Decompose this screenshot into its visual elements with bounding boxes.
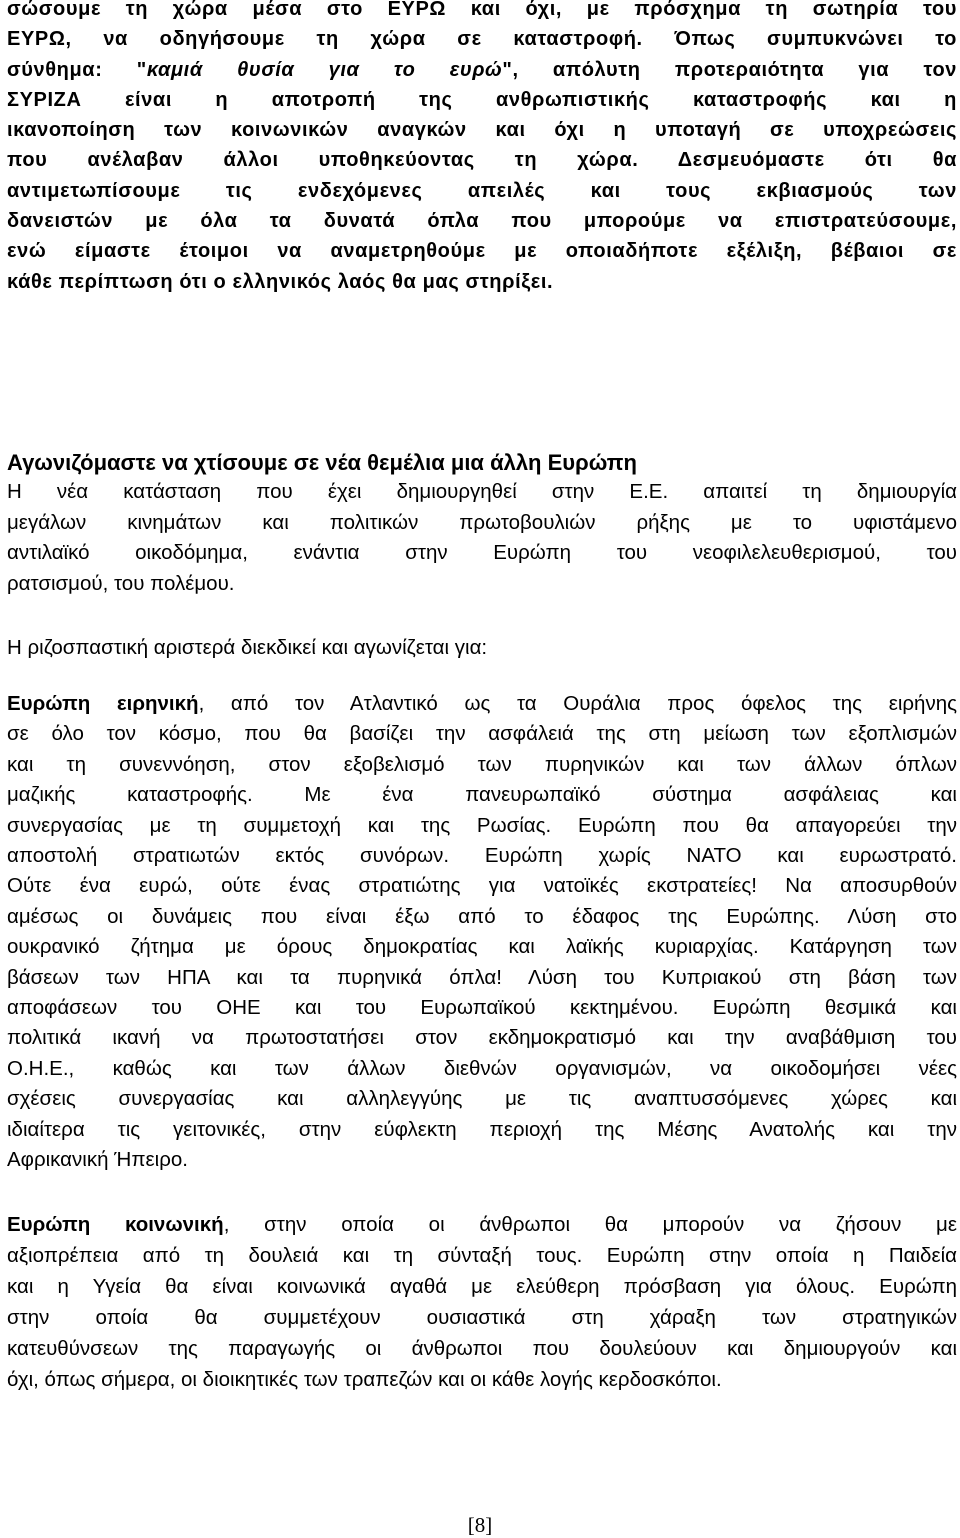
text-line: αμέσως οι δυνάμεις που είναι έξω από το έδαφος της Ευρώπης. Λύση στο — [7, 904, 957, 928]
bold-lead: Ευρώπη κοινωνική — [7, 1213, 224, 1236]
paragraph-left-intro: Η ριζοσπαστική αριστερά διεκδικεί και αγωνίζεται για: — [7, 636, 488, 659]
text-line-lead — [7, 1209, 957, 1240]
paragraph-situation — [7, 477, 957, 599]
section-heading: Αγωνιζόμαστε να χτίσουμε σε νέα θεμέλια μια άλλη Ευρώπη — [7, 450, 637, 475]
paragraph-peaceful-europe — [7, 689, 957, 1176]
page-number: [8] — [467, 1513, 493, 1537]
text-line: ενώ είμαστε έτοιμοι να αναμετρηθούμε με οποιαδήποτε εξέλιξη, βέβαιοι σε — [7, 240, 957, 263]
text-line: μεγάλων κινημάτων και πολιτικών πρωτοβουλιών ρήξης με το υφιστάμενο — [7, 510, 957, 534]
slogan-text: καμιά θυσία για το ευρώ — [146, 58, 503, 81]
text-line: δανειστών με όλα τα δυνατά όπλα που μπορούμε να επιστρατεύσουμε, — [7, 210, 957, 233]
text-line-lead — [7, 689, 957, 719]
text-line: και τη συνεννόηση, στον εξοβελισμό των πυρηνικών και των άλλων όπλων — [7, 752, 957, 776]
lead-rest: , από τον Ατλαντικό ως τα Ουράλια προς όφελος της ειρήνης — [198, 692, 957, 715]
paragraph-euro-stance — [7, 0, 957, 297]
text-line: Ούτε ένα ευρώ, ούτε ένας στρατιώτης για νατοϊκές εκστρατείες! Να αποσυρθούν — [7, 874, 957, 898]
text-line: ικανοποίηση των κοινωνικών αναγκών και όχι η υποταγή σε υποχρεώσεις — [7, 119, 957, 142]
text-line: πολιτικά ικανή να πρωτοστατήσει στον εκδημοκρατισμό και την αναβάθμιση του — [7, 1026, 957, 1050]
text-line: κάθε περίπτωση ότι ο ελληνικός λαός θα μας στηρίξει. — [7, 270, 554, 293]
text-line: ΕΥΡΩ, να οδηγήσουμε τη χώρα σε καταστροφή. Όπως συμπυκνώνει το — [7, 28, 957, 51]
text-line: κατευθύνσεων της παραγωγής οι άνθρωποι που δουλεύουν και δημιουργούν και — [7, 1337, 957, 1360]
text-line: αντιμετωπίσουμε τις ενδεχόμενες απειλές και τους εκβιασμούς των — [7, 179, 957, 202]
text-line: ιδιαίτερα τις γειτονικές, στην εύφλεκτη περιοχή της Μέσης Ανατολής και την — [7, 1117, 957, 1141]
slogan-open: σύνθημα: " — [7, 58, 147, 81]
text-line: σε όλο τον κόσμο, που θα βασίζει την ασφάλειά της στη μείωση των εξοπλισμών — [7, 722, 957, 746]
text-line-slogan — [7, 55, 957, 85]
slogan-close: ", απόλυτη προτεραιότητα για τον — [502, 58, 957, 81]
text-line: ΣΥΡΙΖΑ είναι η αποτροπή της ανθρωπιστικής καταστροφής και η — [7, 88, 957, 111]
text-line: στην οποία θα συμμετέχουν ουσιαστικά στη χάραξη των στρατηγικών — [7, 1306, 957, 1329]
text-line: και η Υγεία θα είναι κοινωνικά αγαθά με ελεύθερη πρόσβαση για όλους. Ευρώπη — [7, 1275, 957, 1298]
text-line: αντιλαϊκό οικοδόμημα, ενάντια στην Ευρώπη του νεοφιλελευθερισμού, του — [7, 541, 957, 564]
text-line: που ανέλαβαν άλλοι υποθηκεύοντας τη χώρα. Δεσμευόμαστε ότι θα — [7, 149, 957, 172]
text-line: Ο.Η.Ε., καθώς και των άλλων διεθνών οργανισμών, να οικοδομήσει νέες — [7, 1056, 957, 1080]
text-line: αξιοπρέπεια από τη δουλειά και τη σύνταξή τους. Ευρώπη στην οποία η Παιδεία — [7, 1244, 957, 1267]
text-line: Η νέα κατάσταση που έχει δημιουργηθεί στην Ε.Ε. απαιτεί τη δημιουργία — [7, 480, 957, 503]
text-line: αποστολή στρατιωτών εκτός συνόρων. Ευρώπη χωρίς ΝΑΤΟ και ευρωστρατό. — [7, 844, 957, 868]
bold-lead: Ευρώπη ειρηνική — [7, 692, 199, 715]
paragraph-social-europe — [7, 1209, 957, 1395]
text-line: αποφάσεων του ΟΗΕ και του Ευρωπαϊκού κεκτημένου. Ευρώπη θεσμικά και — [7, 996, 957, 1020]
lead-rest: , στην οποία οι άνθρωποι θα μπορούν να ζήσουν με — [223, 1213, 957, 1236]
text-line: σχέσεις συνεργασίας και αλληλεγγύης με τις αναπτυσσόμενες χώρες και — [7, 1087, 957, 1111]
text-line: σώσουμε τη χώρα μέσα στο ΕΥΡΩ και όχι, με πρόσχημα τη σωτηρία του — [7, 0, 957, 20]
text-line: όχι, όπως σήμερα, οι διοικητικές των τραπεζών και οι κάθε λογής κερδοσκόποι. — [7, 1368, 722, 1391]
text-line: βάσεων των ΗΠΑ και τα πυρηνικά όπλα! Λύση του Κυπριακού στη βάση των — [7, 965, 957, 989]
text-line: ρατσισμού, του πολέμου. — [7, 571, 235, 595]
text-line: Αφρικανική Ήπειρο. — [7, 1148, 188, 1172]
text-line: μαζικής καταστροφής. Με ένα πανευρωπαϊκό σύστημα ασφάλειας και — [7, 783, 957, 807]
text-line: ουκρανικό ζήτημα με όρους δημοκρατίας και λαϊκής κυριαρχίας. Κατάργηση των — [7, 935, 957, 959]
text-line: συνεργασίας με τη συμμετοχή και της Ρωσίας. Ευρώπη που θα απαγορεύει την — [7, 813, 957, 837]
